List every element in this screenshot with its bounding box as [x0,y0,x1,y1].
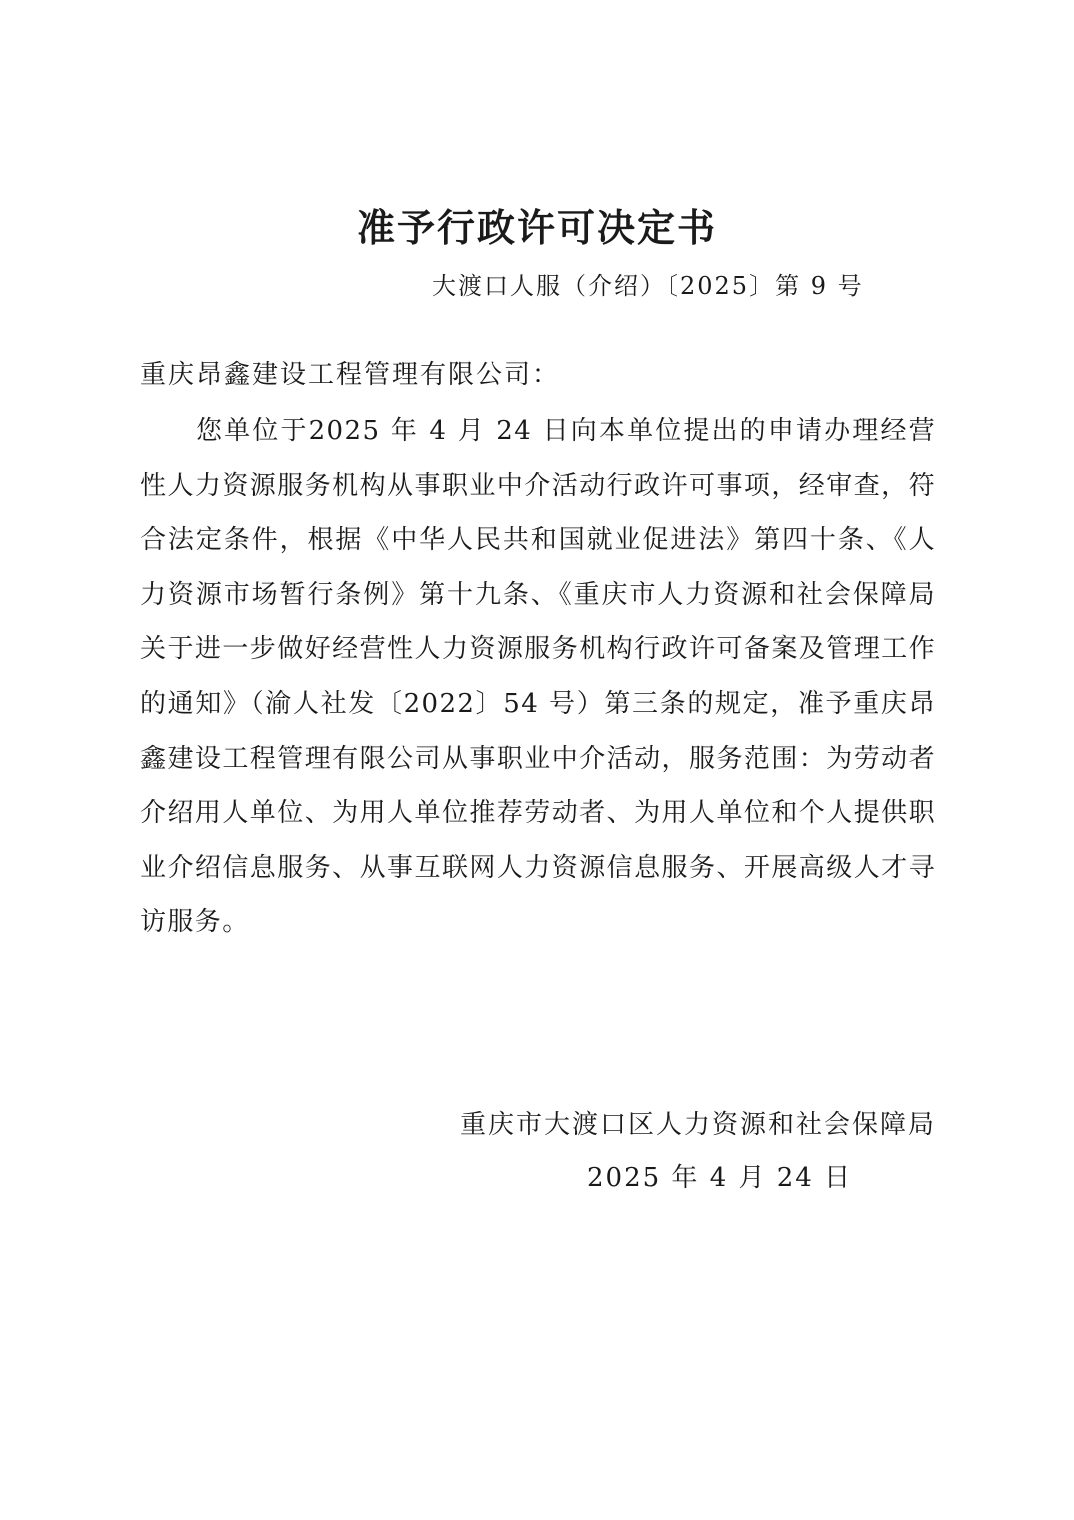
document-title: 准予行政许可决定书 [356,205,717,250]
document-number: 大渡口人服（介绍）〔2025〕第 9 号 [432,272,864,300]
recipient-line: 重庆昂鑫建设工程管理有限公司： [140,360,561,390]
signature-organization: 重庆市大渡口区人力资源和社会保障局 [459,1110,936,1140]
decision-body: 您单位于2025 年 4 月 24 日向本单位提出的申请办理经营性人力资源服务机构从事职业中介活动行政许可事项，经审查，符合法定条件，根据《中华人民共和国就业促进法》第四十条、《人力资源市场暂行条例》第十九条、《重庆市人力资源和社会保障局关于进一步做好经营性人力资源服务机构行政许可备案及管理工作的通知》（渝人社发〔2022〕54 号）第三条的规定，准予重庆昂鑫建设工程管理有限公司从事职业中介活动，服务范围：为劳动者介绍用人单位、为用人单位推荐劳动者、为用人单位和个人提供职业介绍信息服务、从事互联网人力资源信息服务、开展高级人才寻访服务。 [140,416,936,938]
signature-date: 2025 年 4 月 24 日 [587,1163,853,1193]
